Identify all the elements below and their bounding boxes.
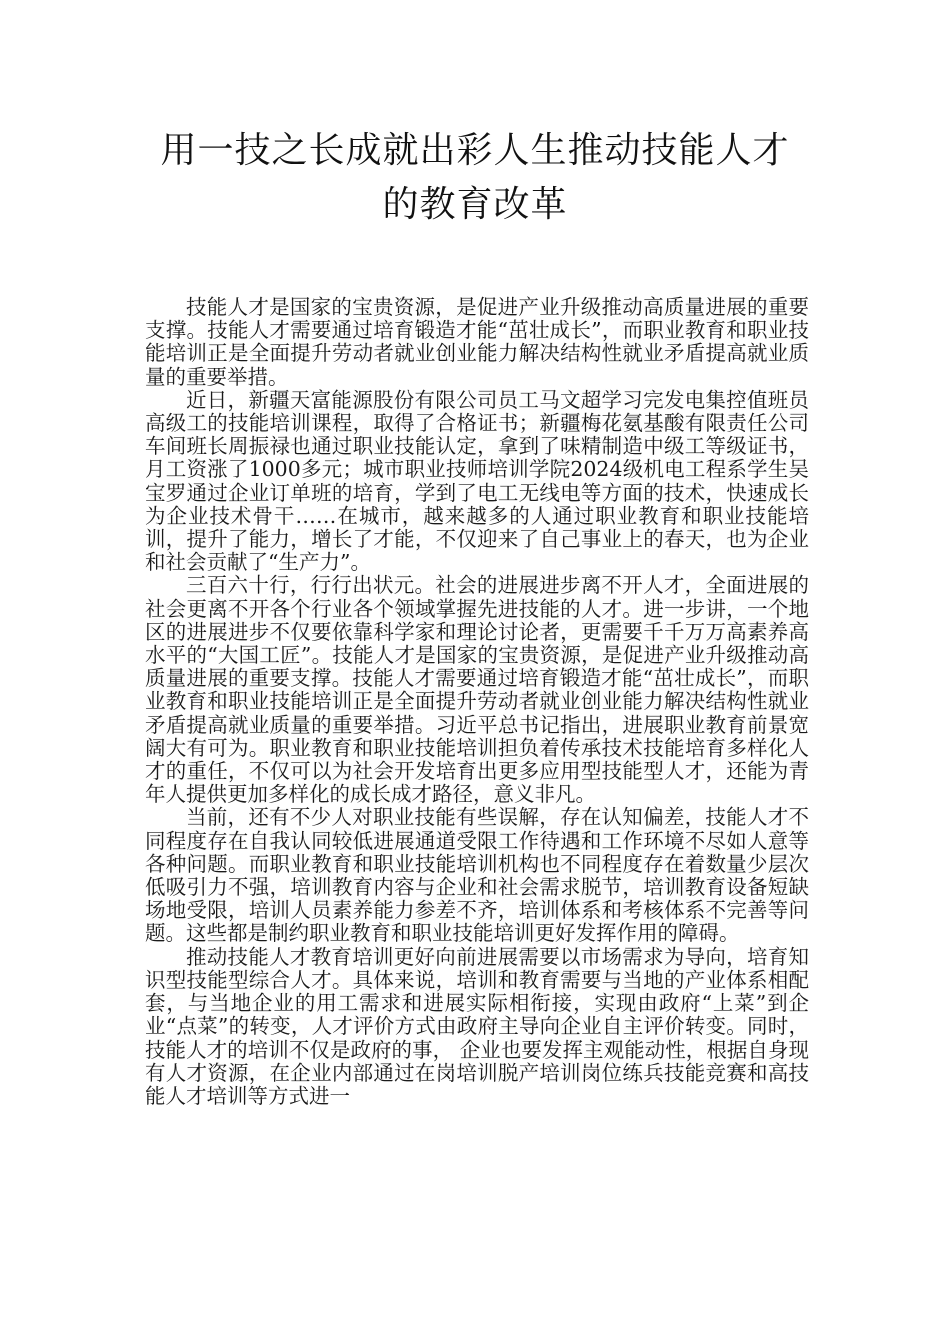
title-line-1: 用一技之长成就出彩人生推动技能人才	[160, 130, 790, 171]
title-line-2: 的教育改革	[382, 184, 568, 225]
document-title	[100, 124, 850, 232]
paragraph-2: 近日，新疆天富能源股份有限公司员工马文超学习完发电集控值班员高级工的技能培训课程，取得了合格证书；新疆梅花氨基酸有限责任公司车间班长周振禄也通过职业技能认定，拿到了味精制造中级工等级证书，月工资涨了1000多元；城市职业技师培训学院2024级机电工程系学生吴宝罗通过企业订单班的培育，学到了电工无线电等方面的技术，快速成长为企业技术骨干……在城市，越来越多的人通过职业教育和职业技能培训，提升了能力，增长了才能，不仅迎来了自己事业上的春天，也为企业和社会贡献了“生产力”。	[145, 387, 809, 575]
paragraph-5: 推动技能人才教育培训更好向前进展需要以市场需求为导向，培育知识型技能型综合人才。具体来说，培训和教育需要与当地的产业体系相配套，与当地企业的用工需求和进展实际相衔接，实现由政府“上菜”到企业“点菜”的转变，人才评价方式由政府主导向企业自主评价转变。同时，技能人才的培训不仅是政府的事， 企业也要发挥主观能动性，根据自身现有人才资源，在企业内部通过在岗培训脱产培训岗位练兵技能竞赛和高技能人才培训等方式进一	[145, 944, 809, 1108]
paragraph-3: 三百六十行，行行出状元。社会的进展进步离不开人才，全面进展的社会更离不开各个行业各个领域掌握先进技能的人才。进一步讲，一个地区的进展进步不仅要依靠科学家和理论讨论者，更需要千千万万高素养高水平的“大国工匠”。技能人才是国家的宝贵资源，是促进产业升级推动高质量进展的重要支撑。技能人才需要通过培育锻造才能“茁壮成长”，而职业教育和职业技能培训正是全面提升劳动者就业创业能力解决结构性就业矛盾提高就业质量的重要举措。习近平总书记指出，进展职业教育前景宽阔大有可为。职业教育和职业技能培训担负着传承技术技能培育多样化人才的重任，不仅可以为社会开发培育出更多应用型技能型人才，还能为青年人提供更加多样化的成长成才路径，意义非凡。	[145, 573, 809, 807]
paragraph-1: 技能人才是国家的宝贵资源，是促进产业升级推动高质量进展的重要支撑。技能人才需要通过培育锻造才能“茁壮成长”，而职业教育和职业技能培训正是全面提升劳动者就业创业能力解决结构性就业矛盾提高就业质量的重要举措。	[145, 295, 809, 389]
document-body	[145, 296, 809, 1108]
paragraph-4: 当前，还有不少人对职业技能有些误解，存在认知偏差，技能人才不同程度存在自我认同较低进展通道受限工作待遇和工作环境不尽如人意等各种问题。而职业教育和职业技能培训机构也不同程度存在着数量少层次低吸引力不强，培训教育内容与企业和社会需求脱节，培训教育设备短缺场地受限，培训人员素养能力参差不齐，培训体系和考核体系不完善等问题。这些都是制约职业教育和职业技能培训更好发挥作用的障碍。	[145, 805, 809, 946]
